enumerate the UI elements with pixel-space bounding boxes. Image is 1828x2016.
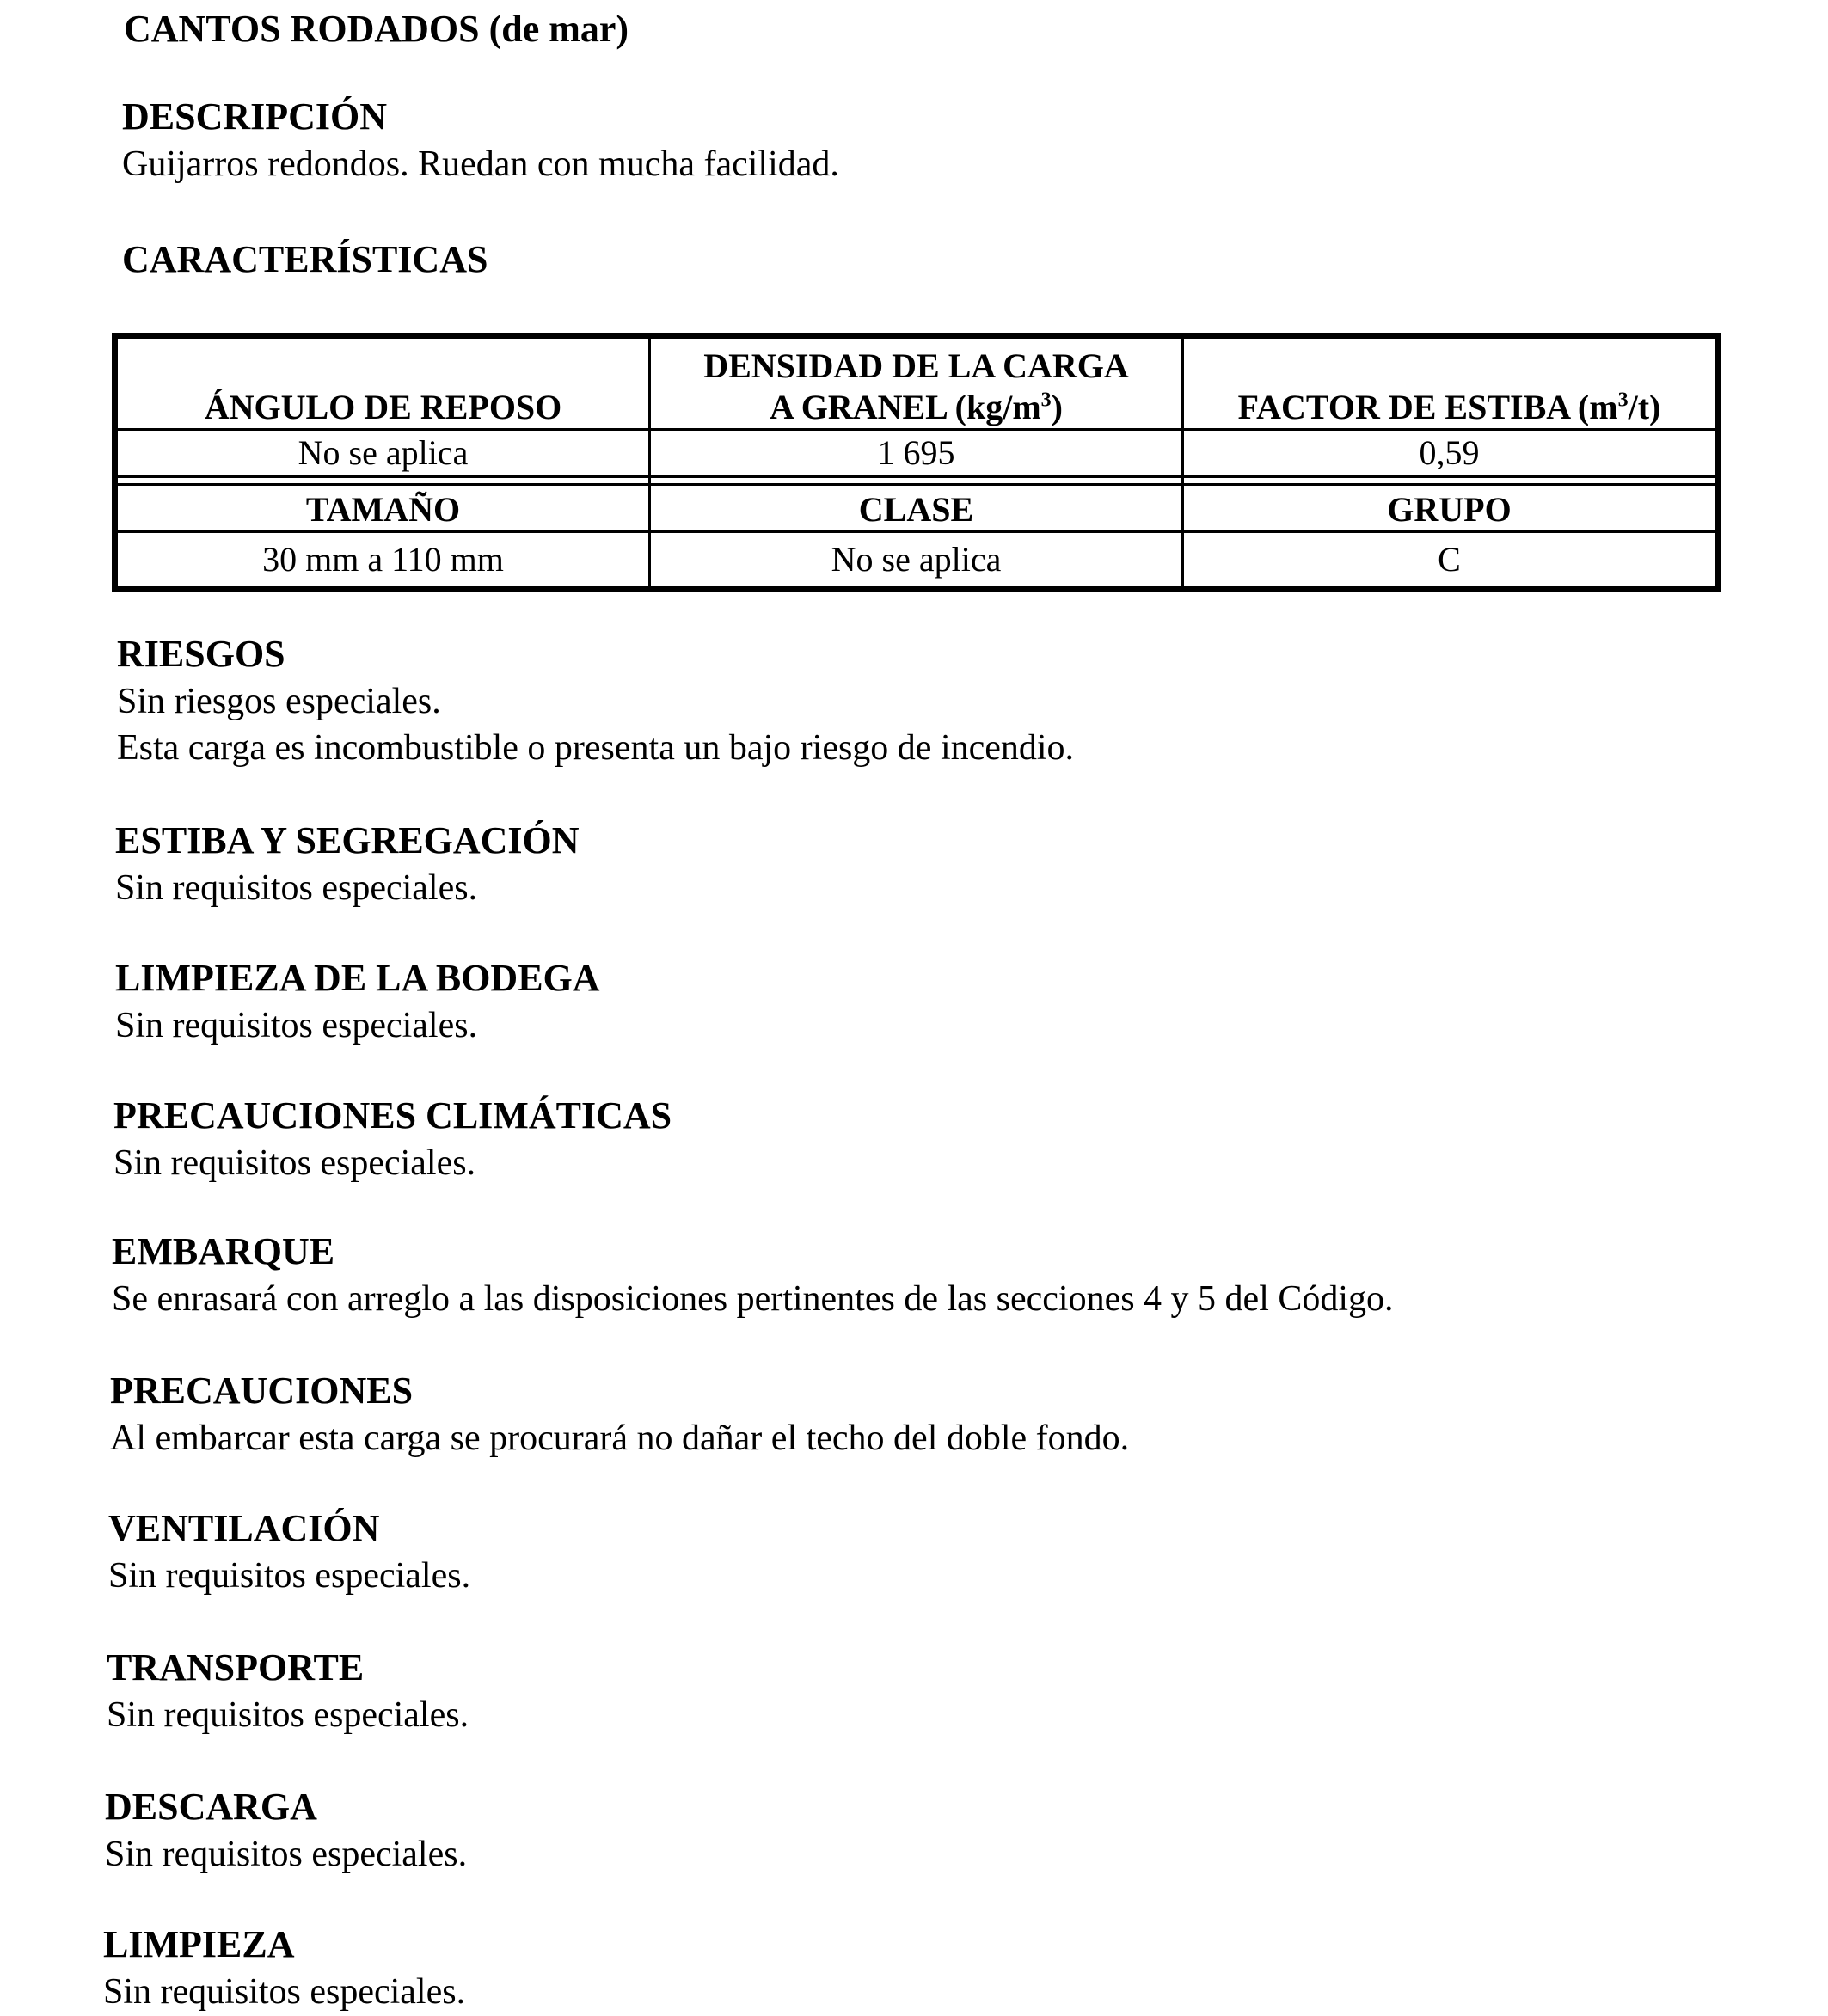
value-factor: 0,59 bbox=[1183, 430, 1716, 477]
section-heading: LIMPIEZA bbox=[103, 1923, 295, 1965]
separator-cell bbox=[1183, 477, 1716, 485]
value-tamano: 30 mm a 110 mm bbox=[117, 532, 650, 588]
header-angulo: ÁNGULO DE REPOSO bbox=[117, 338, 650, 430]
header-clase: CLASE bbox=[650, 485, 1183, 532]
section-riesgos bbox=[117, 630, 1074, 771]
separator-cell bbox=[117, 477, 650, 485]
section-text: Guijarros redondos. Ruedan con mucha facilidad. bbox=[122, 144, 839, 184]
section-heading: LIMPIEZA DE LA BODEGA bbox=[115, 957, 600, 999]
section-text: Sin requisitos especiales. bbox=[103, 1972, 466, 2012]
section-descarga bbox=[105, 1783, 467, 1878]
section-text: Sin requisitos especiales. bbox=[113, 1143, 476, 1183]
document-title: CANTOS RODADOS (de mar) bbox=[124, 8, 629, 50]
section-heading: EMBARQUE bbox=[112, 1230, 335, 1272]
section-text: Sin requisitos especiales. bbox=[107, 1695, 469, 1735]
table-separator bbox=[117, 477, 1716, 485]
table-row bbox=[117, 485, 1716, 532]
header-grupo: GRUPO bbox=[1183, 485, 1716, 532]
table-row bbox=[117, 430, 1716, 477]
separator-cell bbox=[650, 477, 1183, 485]
value-densidad: 1 695 bbox=[650, 430, 1183, 477]
section-text: Sin requisitos especiales. bbox=[115, 868, 478, 908]
section-heading: ESTIBA Y SEGREGACIÓN bbox=[115, 819, 580, 861]
section-heading: CARACTERÍSTICAS bbox=[122, 238, 488, 280]
section-heading: TRANSPORTE bbox=[107, 1646, 365, 1688]
value-grupo: C bbox=[1183, 532, 1716, 588]
section-heading: PRECAUCIONES bbox=[110, 1370, 414, 1412]
section-transporte bbox=[107, 1644, 469, 1738]
section-heading: DESCARGA bbox=[105, 1786, 317, 1828]
section-heading: PRECAUCIONES CLIMÁTICAS bbox=[113, 1094, 672, 1137]
section-text: Sin riesgos especiales. bbox=[117, 682, 441, 721]
section-text: Sin requisitos especiales. bbox=[105, 1835, 468, 1874]
header-densidad: DENSIDAD DE LA CARGA A GRANEL $(kg/m^3)$ bbox=[650, 338, 1183, 430]
section-caracteristicas bbox=[122, 236, 488, 284]
value-angulo: No se aplica bbox=[117, 430, 650, 477]
table-row bbox=[117, 338, 1716, 430]
section-precauciones-climaticas bbox=[113, 1092, 672, 1186]
section-ventilacion bbox=[108, 1504, 470, 1599]
section-heading: DESCRIPCIÓN bbox=[122, 95, 388, 138]
section-text: Sin requisitos especiales. bbox=[108, 1556, 471, 1596]
section-text: Esta carga es incombustible o presenta un bajo riesgo de incendio. bbox=[117, 728, 1075, 768]
section-text: Se enrasará con arreglo a las disposiciones pertinentes de las secciones 4 y 5 del Código. bbox=[112, 1279, 1394, 1319]
section-text: Al embarcar esta carga se procurará no dañar el techo del doble fondo. bbox=[110, 1419, 1130, 1458]
section-estiba bbox=[115, 817, 580, 911]
section-embarque bbox=[112, 1228, 1394, 1322]
table-row bbox=[117, 532, 1716, 588]
section-text: Sin requisitos especiales. bbox=[115, 1006, 478, 1045]
value-clase: No se aplica bbox=[650, 532, 1183, 588]
section-heading: RIESGOS bbox=[117, 633, 285, 675]
characteristics-table bbox=[115, 336, 1717, 589]
section-descripcion bbox=[122, 93, 839, 187]
section-heading: VENTILACIÓN bbox=[108, 1507, 380, 1549]
section-precauciones bbox=[110, 1367, 1129, 1461]
section-limpieza bbox=[103, 1921, 465, 2015]
header-tamano: TAMAÑO bbox=[117, 485, 650, 532]
section-limpieza-bodega bbox=[115, 954, 600, 1049]
header-factor: FACTOR DE ESTIBA $(m^3/t)$ bbox=[1183, 338, 1716, 430]
